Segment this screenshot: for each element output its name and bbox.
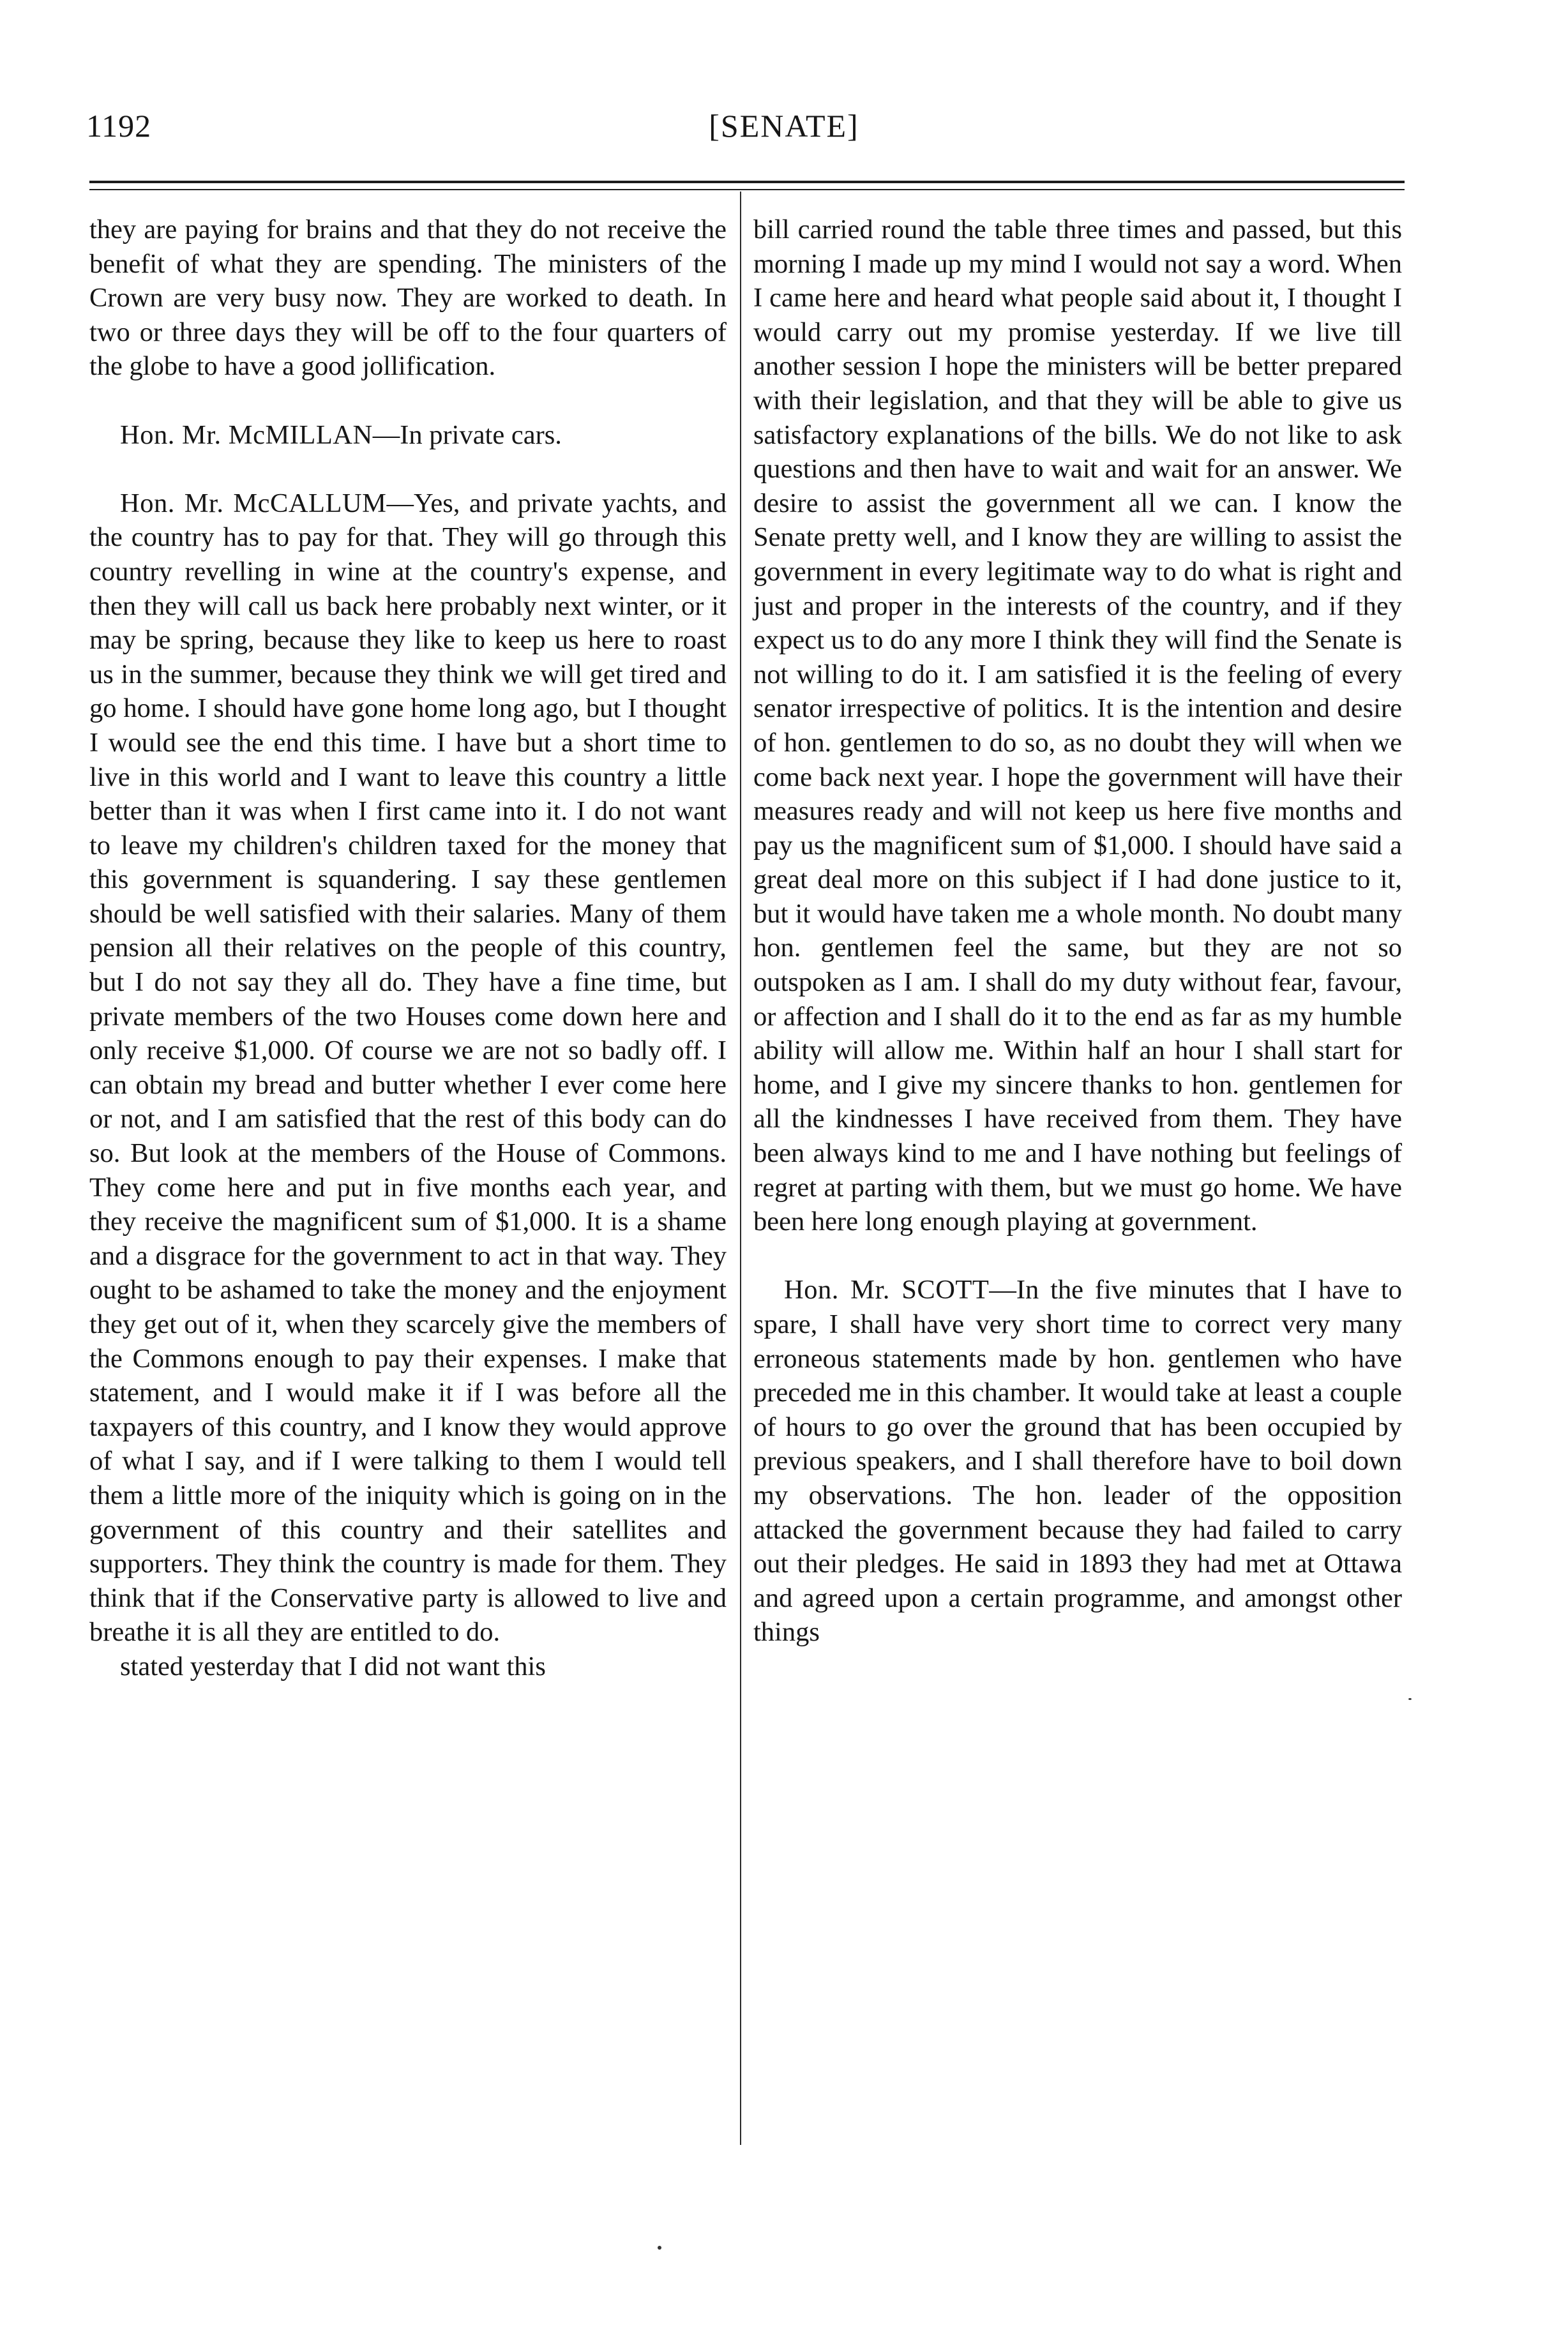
speech-scott — [753, 1273, 1402, 1650]
header-rule-thick — [89, 181, 1405, 183]
paragraph: they are paying for brains and that they do not receive the benefit of what they are spending. The ministers of the Crown are very busy now. They are worked to death. In two or three days they will be off to the four quarters of the globe to have a good jollification. — [89, 214, 727, 382]
speaker-name: Hon. Mr. SCOTT — [784, 1275, 990, 1305]
speaker-name: Hon. Mr. McMILLAN — [120, 419, 373, 450]
paragraph: bill carried round the table three times and passed, but this morning I made up my mind I would not say a word. When I came here and heard what people said about it, I thought I would carry out my promise yesterday. If we live till another session I hope the ministers will be better prepared with their legislation, and that they will be able to give us satisfactory explanations of the bills. We do not like to ask questions and then have to wait and wait for an answer. We desire to assist the government all we can. I know the Senate pretty well, and I know they are willing to assist the government in every legitimate way to do what is right and just and proper in the interests of the country, and if they expect us to do any more I think they will find the Senate is not willing to do it. I am satisfied it is the feeling of every senator irrespective of politics. It is the intention and desire of hon. gentlemen to do so, as no doubt they will when we come back next year. I hope the government will have their measures ready and will not keep us here five months and pay us the magnificent sum of $1,000. I should have said a great deal more on this subject if I had done justice to it, but it would have taken me a whole month. No doubt many hon. gentlemen feel the same, but they are not so outspoken as I am. I shall do my duty without fear, favour, or affection and I shall do it to the end as far as my humble ability will allow me. Within half an hour I shall start for home, and I give my sincere thanks to hon. gentlemen for all the kindnesses I have received from them. They have been always kind to me and I have nothing but feelings of regret at parting with them, but we must go home. We have been here long enough playing at government. — [753, 214, 1402, 1237]
page-number: 1192 — [86, 108, 152, 144]
speech-mcmillan — [89, 418, 727, 453]
left-column — [89, 213, 727, 1684]
print-speck — [658, 2246, 661, 2250]
paragraph: stated yesterday that I did not want this — [120, 1651, 546, 1681]
speech-text: —In the five minutes that I have to spare, I shall have very short time to correct very many erroneous statements made by hon. gentlemen who have preceded me in this chamber. It would take at least a couple of hours to go over the ground that has been occupied by previous speakers, and I shall therefore have to boil down my observations. The hon. leader of the opposition attacked the government because they had failed to carry out their pledges. He said in 1893 they had met at Ottawa and agreed upon a certain programme, and amongst other things — [753, 1275, 1402, 1648]
header-rule-thin — [89, 189, 1405, 190]
print-speck — [1408, 1698, 1412, 1700]
running-head: [SENATE] — [709, 108, 859, 144]
speaker-name: Hon. Mr. McCALLUM — [120, 488, 387, 518]
speech-text: —Yes, and private yachts, and the country has to pay for that. They will go through this country revelling in wine at the country's expense, and then they will call us back here probably next winter, or it may be spring, because they like to keep us here to roast us in the summer, because they think we will get tired and go home. I should have gone home long ago, but I thought I would see the end this time. I have but a short time to live in this world and I want to leave this country a little better than it was when I first came into it. I do not want to leave my children's children taxed for the money that this government is squandering. I say these gentlemen should be well satisfied with their salaries. Many of them pension all their relatives on the people of this country, but I do not say they all do. They have a fine time, but private members of the two Houses come down here and only receive $1,000. Of course we are not so badly off. I can obtain my bread and butter whether I ever come here or not, and I am satisfied that the rest of this body can do so. But look at the members of the House of Commons. They come here and put in five months each year, and they receive the magnificent sum of $1,000. It is a shame and a disgrace for the government to act in that way. They ought to be ashamed to take the money and the enjoyment they get out of it, when they scarcely give the members of the Commons enough to pay their expenses. I make that statement, and I would make it if I was before all the taxpayers of this country, and I know they would approve of what I say, and if I were talking to them I would tell them a little more of the iniquity which is going on in the government of this country and their satellites and supporters. They think the country is made for them. They think that if the Conservative party is allowed to live and breathe it is all they are entitled to do. — [89, 488, 727, 1648]
column-divider — [740, 192, 741, 2145]
speech-text: —In private cars. — [372, 419, 562, 450]
speech-mccallum — [89, 486, 727, 1650]
right-column — [753, 213, 1402, 1650]
